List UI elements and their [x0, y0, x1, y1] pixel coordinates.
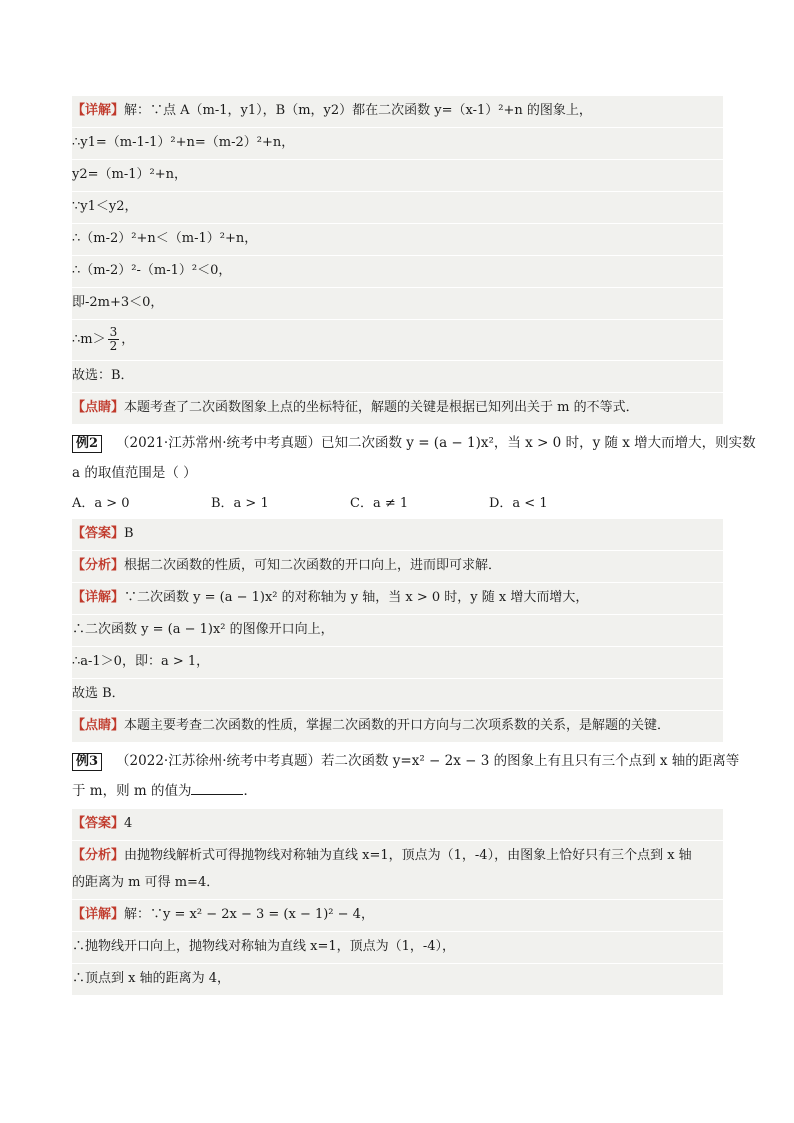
comment-tag: 【点睛】 [72, 400, 125, 415]
example-label: 例3 [72, 753, 102, 771]
solution-step: ∴（m-2）²+n＜（m-1）²+n， [72, 224, 723, 256]
solution-step: ∴（m-2）²-（m-1）²＜0， [72, 256, 723, 288]
analysis-line [72, 841, 723, 868]
fraction-numerator: 3 [109, 325, 118, 339]
analysis-tag: 【分析】 [72, 848, 125, 863]
worksheet-page [72, 96, 756, 996]
answer-text: 4 [124, 816, 133, 831]
example-label: 例2 [72, 435, 102, 453]
comment-text: 本题考查了二次函数图象上点的坐标特征，解题的关键是根据已知列出关于 m 的不等式． [124, 400, 639, 415]
answer-tag: 【答案】 [72, 816, 125, 831]
detail-tag: 【详解】 [72, 103, 125, 118]
solution-step: ∴抛物线开口向上，抛物线对称轴为直线 x=1，顶点为（1，-4）， [72, 932, 723, 964]
question-line [72, 425, 756, 457]
fraction [108, 326, 120, 353]
example1-solution [72, 96, 723, 425]
options-row [72, 491, 723, 519]
example3-solution [72, 809, 723, 996]
detail-line [72, 900, 723, 932]
answer-blank[interactable] [191, 782, 243, 795]
example3-question [72, 743, 740, 809]
analysis-text: 根据二次函数的性质，可知二次函数的开口向上，进而即可求解． [124, 558, 502, 573]
question-text: ． [243, 783, 257, 799]
detail-line [72, 583, 723, 615]
fraction-suffix: ， [121, 332, 135, 347]
answer-tag: 【答案】 [72, 526, 125, 541]
solution-step: ∴顶点到 x 轴的距离为 4， [72, 964, 723, 996]
fraction-prefix: ∴m＞ [72, 332, 106, 347]
solution-step: ∵y1＜y2， [72, 192, 723, 224]
example2-solution [72, 519, 723, 743]
example2-question [72, 425, 756, 519]
solution-step: 即-2m+3＜0， [72, 288, 723, 320]
detail-text: 解：∵y = x² − 2x − 3 = (x − 1)² − 4， [124, 907, 374, 922]
fraction-denominator: 2 [109, 339, 118, 353]
option-a[interactable]: A．a > 0 [72, 496, 130, 511]
example1-detail-line [72, 96, 723, 128]
option-d[interactable]: D．a < 1 [489, 496, 548, 511]
detail-tag: 【详解】 [72, 907, 125, 922]
solution-step-fraction [72, 320, 723, 361]
comment-tag: 【点睛】 [72, 718, 125, 733]
solution-step: ∴y1=（m-1-1）²+n=（m-2）²+n， [72, 128, 723, 160]
comment-line [72, 393, 723, 425]
answer-line [72, 809, 723, 841]
answer-line [72, 519, 723, 551]
question-text: （2022·江苏徐州·统考中考真题）若二次函数 y=x² − 2x − 3 的图象上有且只有三个点到 x 轴的距离等 [116, 753, 740, 769]
question-line [72, 775, 723, 809]
analysis-tag: 【分析】 [72, 558, 125, 573]
choose-line: 故选 B． [72, 679, 723, 711]
solution-step: ∴二次函数 y = (a − 1)x² 的图像开口向上， [72, 615, 723, 647]
question-text: 于 m，则 m 的值为 [72, 783, 192, 799]
solution-step: ∴a-1＞0，即：a > 1， [72, 647, 723, 679]
question-line [72, 743, 740, 775]
detail-tag: 【详解】 [72, 590, 125, 605]
detail-text: ∵二次函数 y = (a − 1)x² 的对称轴为 y 轴，当 x > 0 时，y 随 x 增大而增大， [124, 590, 589, 605]
analysis-line-continued: 的距离为 m 可得 m=4． [72, 868, 723, 900]
answer-text: B [124, 526, 134, 541]
analysis-line [72, 551, 723, 583]
question-text: （2021·江苏常州·统考中考真题）已知二次函数 y = (a − 1)x²，当 x > 0 时，y 随 x 增大而增大，则实数 [116, 435, 756, 451]
option-c[interactable]: C．a ≠ 1 [350, 496, 409, 511]
comment-text: 本题主要考查二次函数的性质，掌握二次函数的开口方向与二次项系数的关系，是解题的关键． [124, 718, 671, 733]
question-line: a 的取值范围是（ ） [72, 465, 197, 481]
detail-text: 解：∵点 A（m-1，y1），B（m，y2）都在二次函数 y=（x-1）²+n 的图象上， [124, 103, 592, 118]
comment-line [72, 711, 723, 743]
solution-step: y2=（m-1）²+n， [72, 160, 723, 192]
option-b[interactable]: B．a > 1 [211, 496, 269, 511]
choose-line: 故选：B． [72, 361, 723, 393]
analysis-text: 由抛物线解析式可得抛物线对称轴为直线 x=1，顶点为（1，-4），由图象上恰好只有三个点到 x 轴 [124, 848, 692, 863]
